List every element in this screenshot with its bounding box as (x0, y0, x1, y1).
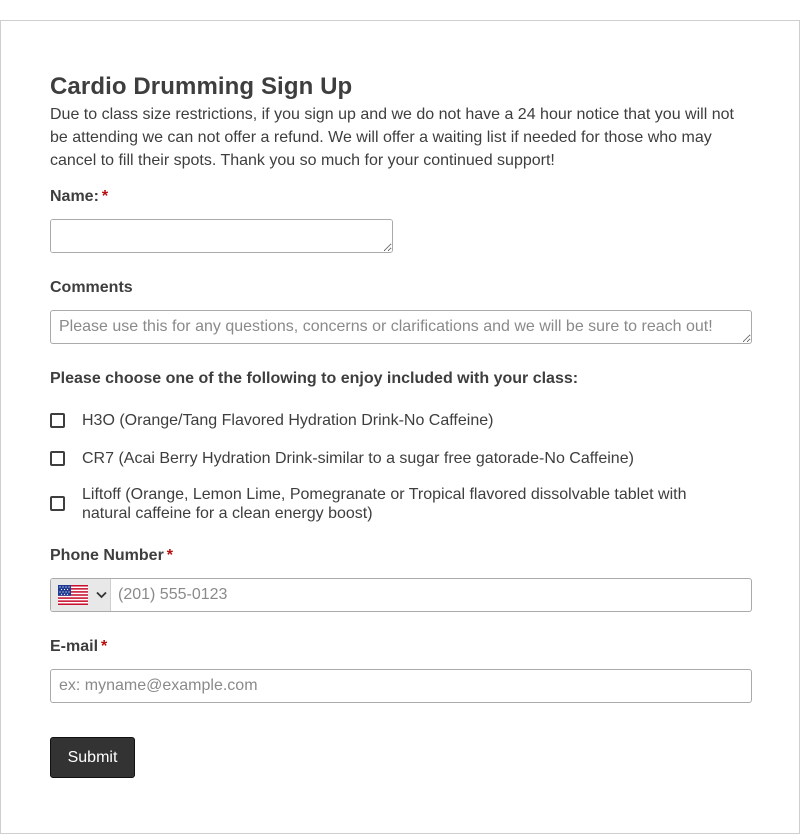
comments-label: Comments (50, 279, 133, 296)
form-title: Cardio Drumming Sign Up (50, 73, 353, 100)
option-h3o[interactable] (50, 411, 702, 430)
option-h3o-checkbox[interactable] (50, 413, 65, 428)
name-field[interactable] (50, 219, 393, 253)
email-label (50, 638, 107, 656)
option-liftoff-checkbox[interactable] (50, 496, 65, 511)
phone-placeholder: (201) 555-0123 (118, 586, 228, 603)
form-description: Due to class size restrictions, if you sign up and we do not have a 24 hour notice that you will not be attending we can not offer a refund. We will offer a waiting list if needed for those who may cancel to fill their spots. Thank you so much for your continued support! (50, 106, 734, 169)
submit-button[interactable]: Submit (50, 737, 135, 778)
option-h3o-label: H3O (Orange/Tang Flavored Hydration Drink-No Caffeine) (82, 412, 494, 429)
email-required-marker: * (101, 638, 108, 655)
phone-label (50, 547, 173, 565)
option-cr7-label: CR7 (Acai Berry Hydration Drink-similar to a sugar free gatorade-No Caffeine) (82, 450, 634, 467)
us-flag-icon (58, 585, 88, 605)
name-label (50, 188, 108, 206)
option-liftoff[interactable] (50, 485, 702, 523)
email-placeholder: ex: myname@example.com (59, 677, 258, 694)
phone-label-text: Phone Number (50, 547, 164, 564)
phone-required-marker: * (166, 547, 174, 564)
options-label: Please choose one of the following to enjoy included with your class: (50, 370, 579, 387)
option-cr7-checkbox[interactable] (50, 451, 65, 466)
email-label-text: E-mail (50, 638, 99, 655)
form-container (0, 20, 800, 834)
name-label-text: Name: (50, 188, 99, 205)
phone-field[interactable] (50, 578, 752, 612)
option-liftoff-label: Liftoff (Orange, Lemon Lime, Pomegranate or Tropical flavored dissolvable tablet with natural caffeine for a clean energy boost) (82, 486, 687, 522)
name-required-marker: * (101, 188, 109, 205)
chevron-down-icon (96, 591, 107, 599)
country-code-select[interactable] (51, 579, 111, 611)
email-field[interactable] (50, 669, 752, 703)
comments-field[interactable] (50, 310, 752, 344)
option-cr7[interactable] (50, 449, 702, 468)
name-field-wrap (50, 219, 393, 253)
